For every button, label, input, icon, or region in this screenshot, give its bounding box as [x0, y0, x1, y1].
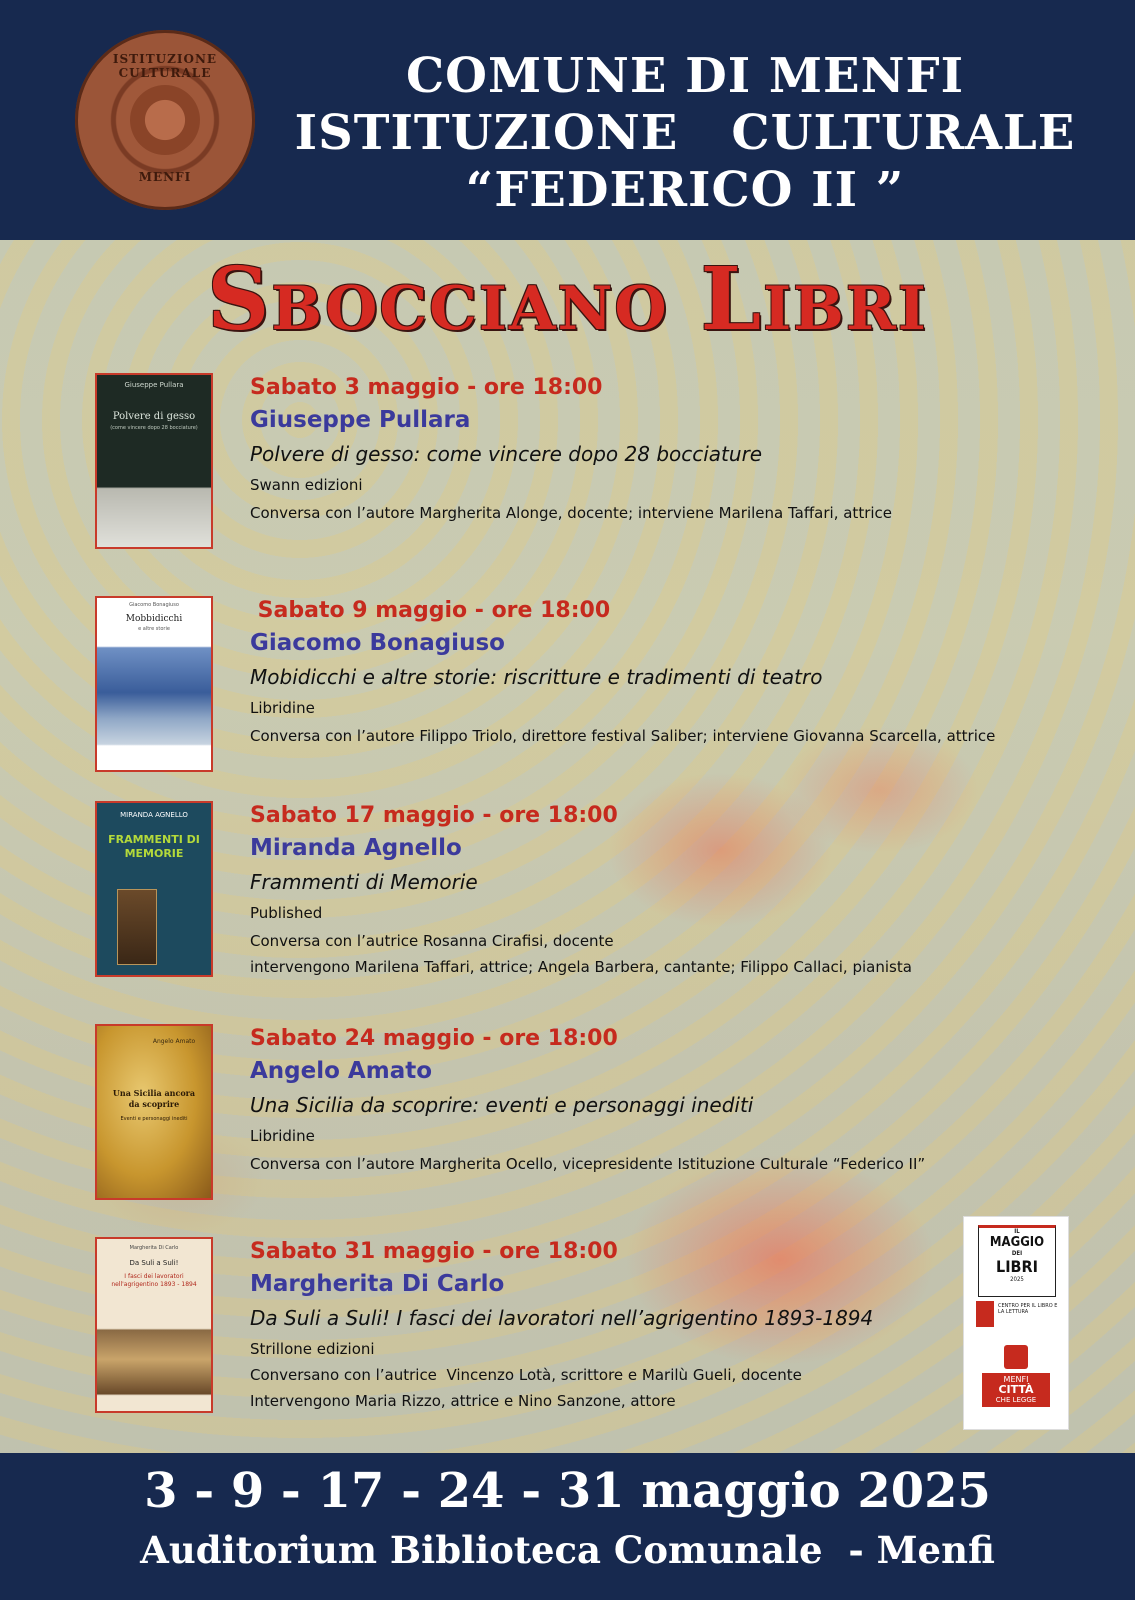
citta-text-menfi: MENFI: [1003, 1375, 1029, 1384]
book-cover: [95, 1024, 213, 1200]
event-date: Sabato 24 maggio - ore 18:00: [250, 1026, 618, 1051]
cover-title: FRAMMENTI DI MEMORIE: [108, 833, 200, 860]
event-item: [95, 1024, 1075, 1204]
event-date: Sabato 3 maggio - ore 18:00: [250, 375, 603, 400]
cover-subtitle: I fasci dei lavoratori nell'agrigentino 1893 - 1894: [111, 1273, 197, 1288]
cover-subtitle: Eventi e personaggi inediti: [120, 1116, 188, 1122]
logo-text-year: 2025: [1010, 1276, 1024, 1283]
event-author: Giacomo Bonagiuso: [250, 630, 505, 656]
seal-logo: [75, 30, 255, 210]
header-line-3: “FEDERICO II ”: [465, 162, 905, 218]
event-publisher: Strillone edizioni: [250, 1340, 375, 1358]
event-publisher: Swann edizioni: [250, 476, 363, 494]
event-note: Conversa con l’autore Margherita Alonge, docente; interviene Marilena Taffari, attrice: [250, 504, 893, 522]
event-book-title: Polvere di gesso: come vincere dopo 28 bocciature: [250, 442, 763, 466]
footer-venue: Auditorium Biblioteca Comunale - Menfi: [140, 1528, 995, 1572]
header-line-1: COMUNE DI MENFI: [405, 48, 965, 104]
event-note: Conversa con l’autore Margherita Ocello, vicepresidente Istituzione Culturale “Federico II”: [250, 1155, 926, 1173]
event-note: Intervengono Maria Rizzo, attrice e Nino Sanzone, attore: [250, 1392, 676, 1410]
cover-title: Da Suli a Suli!: [129, 1259, 179, 1267]
header-title: [270, 48, 1100, 219]
event-publisher: Libridine: [250, 1127, 315, 1145]
event-item: [95, 1237, 1075, 1422]
event-info: [250, 801, 1110, 981]
event-note: intervengono Marilena Taffari, attrice; Angela Barbera, cantante; Filippo Callaci, pianista: [250, 958, 912, 976]
event-publisher: Libridine: [250, 699, 315, 717]
cover-title: Una Sicilia ancora da scoprire: [112, 1088, 196, 1109]
event-book-title: Frammenti di Memorie: [250, 870, 478, 894]
cover-author: Angelo Amato: [152, 1038, 196, 1045]
event-date: Sabato 9 maggio - ore 18:00: [250, 598, 611, 623]
event-book-title: Una Sicilia da scoprire: eventi e personaggi inediti: [250, 1093, 754, 1117]
event-info: [250, 1024, 1110, 1178]
event-author: Margherita Di Carlo: [250, 1271, 505, 1297]
event-item: [95, 801, 1075, 991]
logo-text-maggio: MAGGIO: [989, 1235, 1045, 1250]
event-note: Conversa con l’autore Filippo Triolo, direttore festival Saliber; interviene Giovanna Scarcella, attrice: [250, 727, 996, 745]
event-info: [250, 373, 1110, 527]
seal-text-top: ISTITUZIONE CULTURALE: [112, 52, 218, 80]
event-item: [95, 373, 1075, 553]
citta-che-legge-logo: [982, 1345, 1050, 1421]
cover-author: Margherita Di Carlo: [129, 1245, 179, 1251]
logo-text-dei: DEI: [1011, 1250, 1023, 1257]
cover-image: [117, 889, 157, 965]
event-author: Giuseppe Pullara: [250, 407, 471, 433]
sponsor-logos: [963, 1216, 1069, 1430]
event-note: Conversano con l’autrice Vincenzo Lotà, scrittore e Marilù Gueli, docente: [250, 1366, 802, 1384]
cover-author: Giuseppe Pullara: [124, 381, 184, 389]
centro-libro-text: CENTRO PER IL LIBRO E LA LETTURA: [998, 1303, 1058, 1315]
book-cover: [95, 373, 213, 549]
book-cover: [95, 801, 213, 977]
event-author: Miranda Agnello: [250, 835, 462, 861]
citta-text-citta: CITTÀ: [998, 1383, 1034, 1396]
book-cover: [95, 596, 213, 772]
cover-subtitle: e altre storie: [138, 626, 170, 632]
book-cover: [95, 1237, 213, 1413]
citta-text-legge: CHE LEGGE: [995, 1396, 1037, 1404]
event-book-title: Mobidicchi e altre storie: riscritture e tradimenti di teatro: [250, 665, 823, 689]
event-info: [250, 596, 1110, 750]
centro-libro-icon: [976, 1301, 994, 1327]
cover-author: Giacomo Bonagiuso: [129, 602, 179, 608]
maggio-dei-libri-logo: [978, 1225, 1056, 1297]
book-tower-icon: [1004, 1345, 1028, 1369]
event-note: Conversa con l’autrice Rosanna Cirafisi, docente: [250, 932, 614, 950]
cover-subtitle: (come vincere dopo 28 bocciature): [110, 425, 198, 431]
cover-author: MIRANDA AGNELLO: [120, 811, 188, 819]
logo-text-libri: LIBRI: [996, 1257, 1038, 1276]
event-book-title: Da Suli a Suli! I fasci dei lavoratori nell’agrigentino 1893-1894: [250, 1306, 874, 1330]
seal-text-bottom: MENFI: [138, 170, 192, 184]
cover-title: Mobbidicchi: [125, 614, 183, 624]
cover-title: Polvere di gesso: [112, 411, 196, 422]
event-author: Angelo Amato: [250, 1058, 433, 1084]
event-publisher: Published: [250, 904, 323, 922]
poster-title: Sbocciano Libri: [207, 249, 928, 350]
header-line-2: ISTITUZIONE CULTURALE: [294, 105, 1076, 161]
event-date: Sabato 17 maggio - ore 18:00: [250, 803, 618, 828]
event-date: Sabato 31 maggio - ore 18:00: [250, 1239, 618, 1264]
seal-emblem-icon: [130, 85, 200, 155]
event-item: [95, 596, 1075, 776]
footer-dates: 3 - 9 - 17 - 24 - 31 maggio 2025: [144, 1463, 991, 1519]
logo-text-il: IL: [1014, 1228, 1020, 1235]
